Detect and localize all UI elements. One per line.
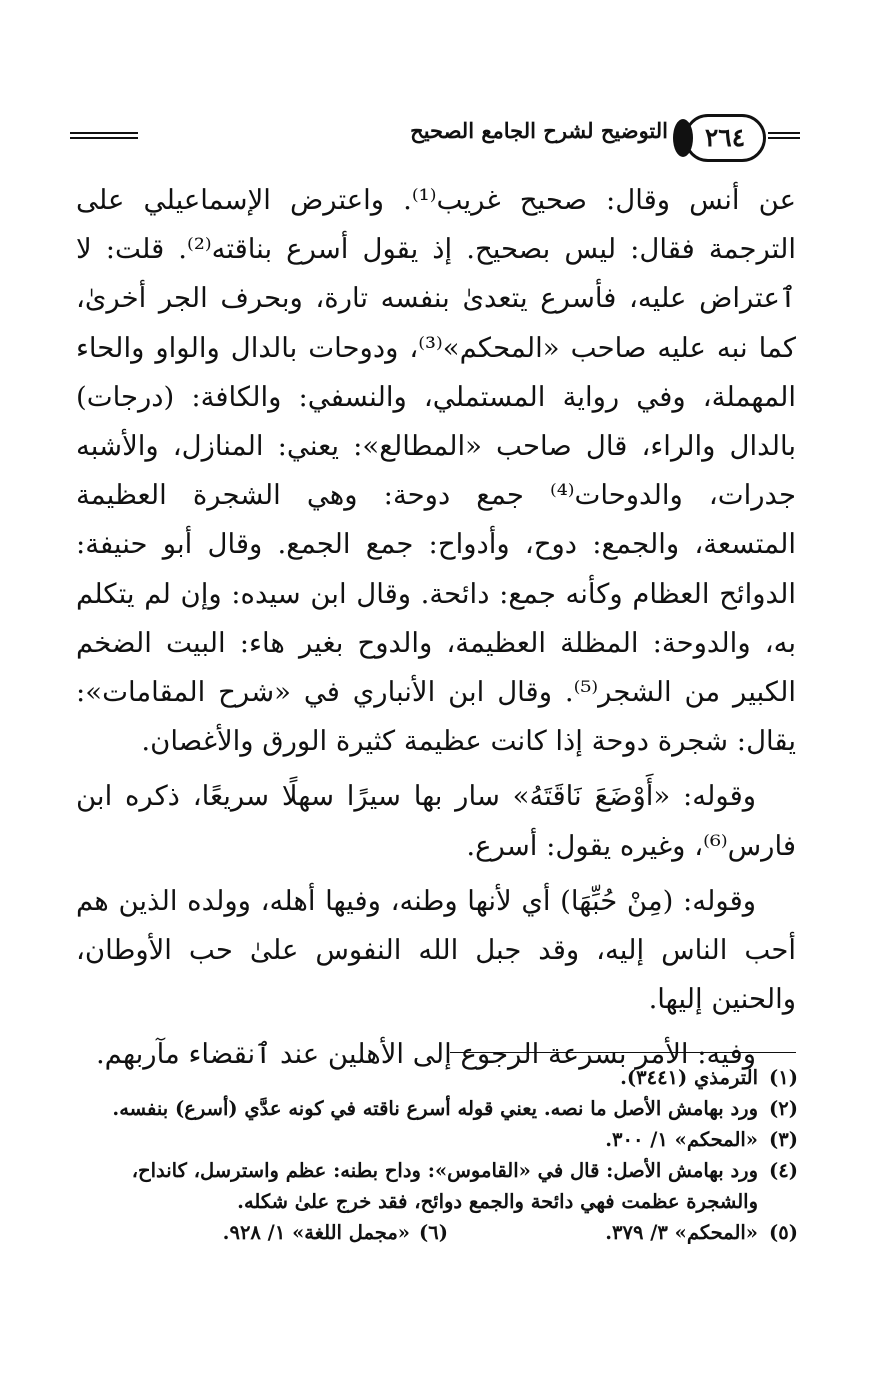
page-header <box>70 110 800 166</box>
paragraph-4: وفيه: الأمر بسرعة الرجوع إلى الأهلين عند ٱنقضاء مآربهم. <box>95 1038 756 1071</box>
footnote-number: (٥) <box>769 1221 798 1244</box>
footnote-text: «مجمل اللغة» ١/ ٩٢٨. <box>222 1221 410 1244</box>
footnote-1 <box>70 1062 798 1093</box>
paragraph-3: وقوله: (مِنْ حُبِّهَا) أي لأنها وطنه، وفيها أهله، وولده الذين هم أحب الناس إليه، وقد جبل الله النفوس علىٰ حب الأوطان، والحنين إليها. <box>76 884 796 1016</box>
body-text <box>76 176 796 1086</box>
header-rule-left <box>70 132 138 139</box>
footnote-text: «المحكم» ٣/ ٣٧٩. <box>605 1221 758 1244</box>
footnote-text: الترمذي (٣٤٤١). <box>620 1066 758 1089</box>
footnote-number: (٣) <box>769 1128 798 1151</box>
footnotes <box>70 1062 798 1248</box>
header-rule-middle <box>676 132 688 139</box>
footnote-text: ورد بهامش الأصل ما نصه. يعني قوله أسرع ناقته في كونه عدَّي (أسرع) بنفسه. <box>112 1097 758 1120</box>
footnote-4 <box>70 1155 798 1217</box>
running-title: التوضيح لشرح الجامع الصحيح <box>410 118 668 143</box>
page-number: ٢٦٤ <box>684 114 766 162</box>
paragraph-1: عن أنس وقال: صحيح غريب⁽¹⁾. واعترض الإسماعيلي على الترجمة فقال: ليس بصحيح. إذ يقول أسرع بناقته⁽²⁾. قلت: لا ٱعتراض عليه، فأسرع يتعدىٰ بنفسه تارة، وبحرف الجر أخرىٰ، كما نبه عليه صاحب «المحكم»⁽³⁾، ودوحات بالدال والواو والحاء المهملة، وفي رواية المستملي، والنسفي: والكافة: (درجات) بالدال والراء، قال صاحب «المطالع»: يعني: المنازل، والأشبه جدرات، والدوحات⁽⁴⁾ جمع دوحة: وهي الشجرة العظيمة المتسعة، والجمع: دوح، وأدواح: جمع الجمع. وقال أبو حنيفة: الدوائح العظام وكأنه جمع: دائحة. وقال ابن سيده: وإن لم يتكلم به، والدوحة: المظلة العظيمة، والدوح بغير هاء: البيت الضخم الكبير من الشجر⁽⁵⁾. وقال ابن الأنباري في «شرح المقامات»: يقال: شجرة دوحة إذا كانت عظيمة كثيرة الورق والأغصان. <box>76 184 797 758</box>
footnote-number: (١) <box>769 1066 798 1089</box>
footnote-separator <box>450 1052 796 1053</box>
footnote-text: ورد بهامش الأصل: قال في «القاموس»: وداح بطنه: عظم واسترسل، كانداح، والشجرة عظمت فهي دائحة والجمع دوائح، فقد خرج علىٰ شكله. <box>131 1159 758 1213</box>
footnote-number: (٦) <box>419 1221 448 1244</box>
paragraph-2: وقوله: «أَوْضَعَ نَاقَتَهُ» سار بها سيرًا سهلًا سريعًا، ذكره ابن فارس⁽⁶⁾، وغيره يقول: أسرع. <box>76 780 796 862</box>
footnote-5-6 <box>70 1217 798 1248</box>
footnote-number: (٢) <box>769 1097 798 1120</box>
footnote-number: (٤) <box>769 1159 798 1182</box>
header-rule-right <box>768 132 800 139</box>
footnote-3 <box>70 1124 798 1155</box>
footnote-2 <box>70 1093 798 1124</box>
footnote-text: «المحكم» ١/ ٣٠٠. <box>605 1128 758 1151</box>
